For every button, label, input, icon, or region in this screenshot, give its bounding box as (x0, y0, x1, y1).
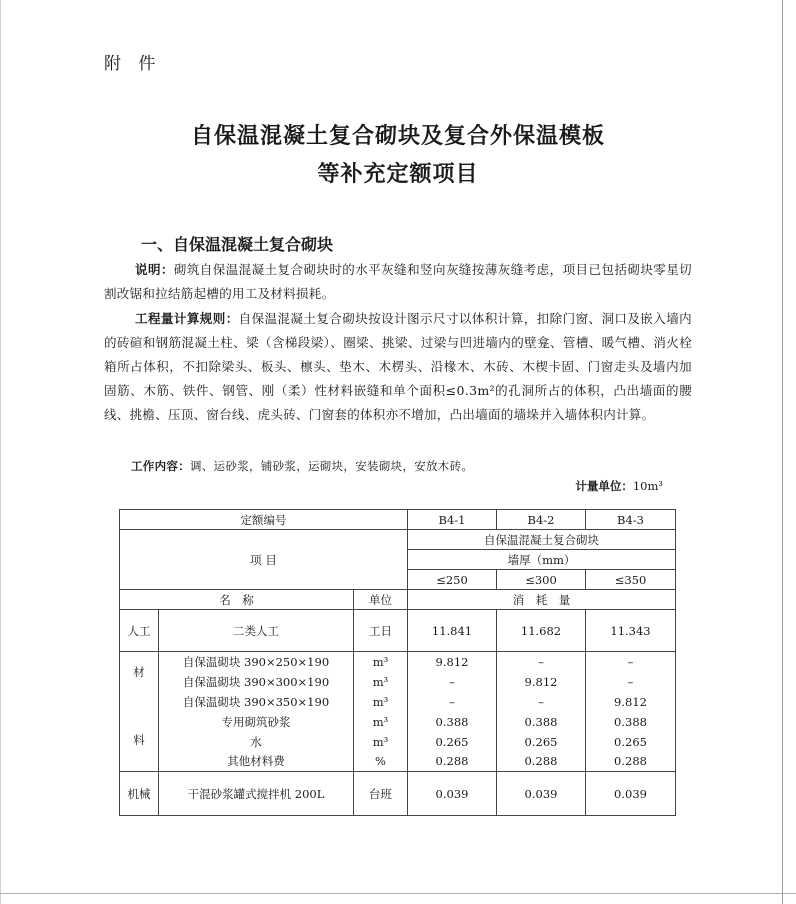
group-header: 自保温混凝土复合砌块 (408, 530, 676, 550)
material-unit: m³ (354, 692, 408, 712)
work-text: 调、运砂浆，铺砂浆，运砌块，安装砌块，安放木砖。 (190, 459, 474, 473)
code-header: 定额编号 (120, 510, 408, 530)
machine-category: 机械 (120, 772, 159, 816)
material-value: – (408, 692, 497, 712)
material-value: – (497, 652, 586, 672)
consumption-header: 消 耗 量 (408, 590, 676, 610)
material-value: 0.388 (408, 712, 497, 732)
material-value: 0.388 (497, 712, 586, 732)
table-row (120, 530, 676, 550)
thickness-header: 墙厚（mm） (408, 550, 676, 570)
document-title-line2: 等补充定额项目 (317, 161, 479, 187)
code-cell: B4-1 (408, 510, 497, 530)
material-name: 专用砌筑砂浆 (159, 712, 354, 732)
work-label: 工作内容： (131, 459, 190, 473)
labor-unit: 工日 (354, 610, 408, 652)
material-name: 其他材料费 (159, 752, 354, 772)
material-unit: % (354, 752, 408, 772)
material-value: 0.288 (408, 752, 497, 772)
rules-text: 自保温混凝土复合砌块按设计图示尺寸以体积计算，扣除门窗、洞口及嵌入墙内的砖碹和钢筋混凝土柱、梁（含梯段梁）、圈梁、挑梁、过梁与凹进墙内的壁龛、管槽、暖气槽、消火栓箱所占体积，不扣除梁头、板头、檩头、垫木、木楞头、沿椽木、木砖、木楔卡固、门窗走头及墙内加固筋、木筋、铁件、钢管、刚（柔）性材料嵌缝和单个面积≤0.3m²的孔洞所占的体积，凸出墙面的腰线、挑檐、压顶、窗台线、虎头砖、门窗套的体积亦不增加，凸出墙面的墙垛并入墙体积内计算。 (104, 311, 692, 422)
table-row-material (120, 732, 676, 752)
rules-label: 工程量计算规则： (135, 311, 239, 326)
thickness-cell: ≤250 (408, 570, 497, 590)
material-category-top: 材 (120, 652, 159, 692)
table-row (120, 510, 676, 530)
table-row-material (120, 752, 676, 772)
material-name: 水 (159, 732, 354, 752)
unit-value: 10m³ (632, 479, 663, 493)
calculation-rules-paragraph (104, 307, 692, 427)
material-value: 0.288 (497, 752, 586, 772)
labor-value: 11.841 (408, 610, 497, 652)
table-row (120, 590, 676, 610)
section-heading: 一、自保温混凝土复合砌块 (141, 235, 334, 254)
labor-value: 11.343 (586, 610, 676, 652)
work-content-paragraph (131, 454, 719, 478)
material-value: 0.265 (408, 732, 497, 752)
thickness-cell: ≤300 (497, 570, 586, 590)
material-value: 0.288 (586, 752, 676, 772)
material-value: 0.265 (497, 732, 586, 752)
unit-label: 计量单位： (575, 479, 633, 493)
measure-unit (520, 478, 663, 494)
page-bottom-edge (0, 893, 796, 894)
material-value: – (497, 692, 586, 712)
machine-unit: 台班 (354, 772, 408, 816)
table-row-material (120, 712, 676, 732)
material-category-spacer (120, 692, 159, 732)
material-value: 0.265 (586, 732, 676, 752)
material-value: 9.812 (408, 652, 497, 672)
material-name: 自保温砌块 390×300×190 (159, 672, 354, 692)
labor-value: 11.682 (497, 610, 586, 652)
labor-category: 人工 (120, 610, 159, 652)
description-text: 砌筑自保温混凝土复合砌块时的水平灰缝和竖向灰缝按薄灰缝考虑，项目已包括砌块零星切割改锯和拉结筋起槽的用工及材料损耗。 (104, 262, 692, 301)
document-title-line1: 自保温混凝土复合砌块及复合外保温模板 (190, 123, 605, 149)
table-row-material (120, 652, 676, 672)
machine-name: 干混砂浆罐式搅拌机 200L (159, 772, 354, 816)
material-unit: m³ (354, 732, 408, 752)
material-category-bottom: 料 (120, 732, 159, 772)
material-value: – (586, 672, 676, 692)
material-value: 9.812 (586, 692, 676, 712)
description-label: 说明： (135, 262, 174, 277)
table-row-labor (120, 610, 676, 652)
material-unit: m³ (354, 712, 408, 732)
material-value: – (408, 672, 497, 692)
material-name: 自保温砌块 390×350×190 (159, 692, 354, 712)
labor-name: 二类人工 (159, 610, 354, 652)
unit-header: 单位 (354, 590, 408, 610)
material-value: 0.388 (586, 712, 676, 732)
material-value: 9.812 (497, 672, 586, 692)
material-unit: m³ (354, 652, 408, 672)
table-row-material (120, 672, 676, 692)
machine-value: 0.039 (586, 772, 676, 816)
code-cell: B4-3 (586, 510, 676, 530)
attachment-label: 附 件 (104, 54, 162, 74)
table-row-machine (120, 772, 676, 816)
item-header: 项 目 (120, 530, 408, 590)
name-header: 名 称 (120, 590, 354, 610)
machine-value: 0.039 (497, 772, 586, 816)
material-name: 自保温砌块 390×250×190 (159, 652, 354, 672)
thickness-cell: ≤350 (586, 570, 676, 590)
description-paragraph (104, 258, 692, 306)
table-row-material (120, 692, 676, 712)
material-value: – (586, 652, 676, 672)
machine-value: 0.039 (408, 772, 497, 816)
quota-table (119, 509, 676, 816)
material-unit: m³ (354, 672, 408, 692)
code-cell: B4-2 (497, 510, 586, 530)
